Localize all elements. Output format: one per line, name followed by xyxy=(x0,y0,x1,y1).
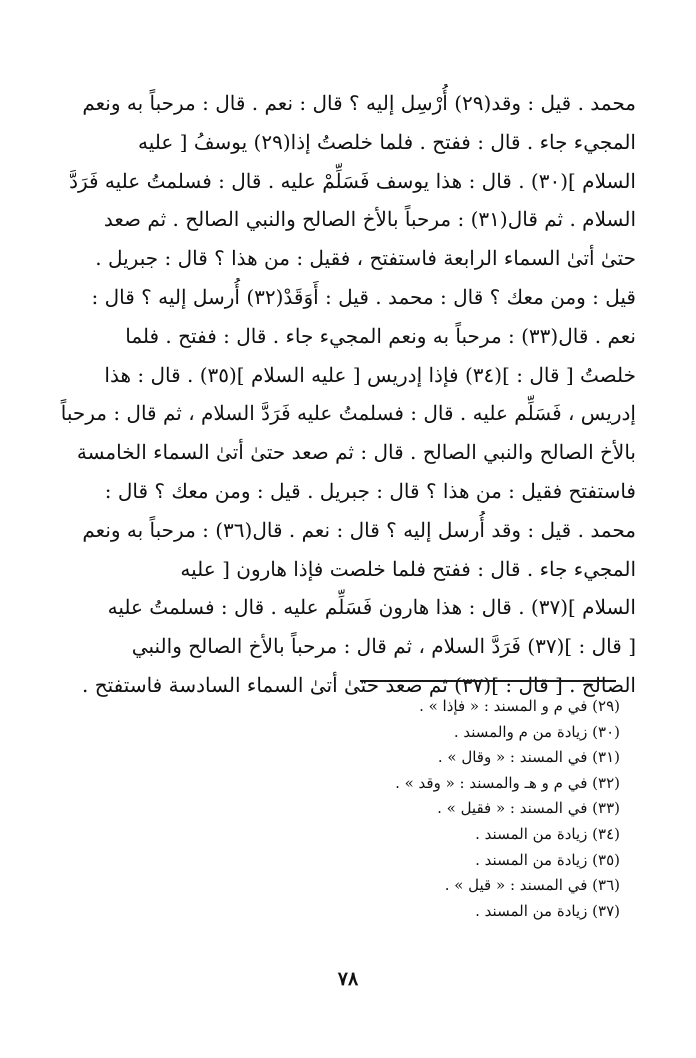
footnote: (٣٥) زيادة من المسند . xyxy=(475,850,620,869)
text-line: محمد . قيل : وقد(٢٩) أُرْسِل إليه ؟ قال : نعم . قال : مرحباً به ونعم xyxy=(82,91,636,115)
footnote: (٣٦) في المسند : « قيل » . xyxy=(444,876,620,895)
footnote: (٣١) في المسند : « وقال » . xyxy=(437,748,620,767)
text-line: إدريس ، فَسَلِّم عليه . قال : فسلمتُ عليه فَرَدَّ السلام ، ثم قال : مرحباً xyxy=(60,401,636,426)
footnote: (٣٣) في المسند : « فقيل » . xyxy=(437,799,620,818)
page-number: ٧٨ xyxy=(337,968,359,990)
footnote: (٢٩) في م و المسند : « فإذا » . xyxy=(419,697,620,715)
text-line: بالأخ الصالح والنبي الصالح . قال : ثم صعد حتىٰ أتىٰ السماء الخامسة xyxy=(76,440,636,465)
footnote: (٣٤) زيادة من المسند . xyxy=(475,824,620,843)
text-line: المجيء جاء . قال : ففتح . فلما خلصتُ إذا(٢٩) يوسفُ [ عليه xyxy=(137,129,636,154)
text-line: المجيء جاء . قال : ففتح فلما خلصت فإذا هارون [ عليه xyxy=(180,556,636,581)
text-line: [ قال : ](٣٧) فَرَدَّ السلام ، ثم قال : مرحباً بالأخ الصالح والنبي xyxy=(131,634,636,659)
main-text xyxy=(60,84,636,705)
footnote-separator xyxy=(360,680,616,682)
text-line: خلصتُ [ قال : ](٣٤) فإذا إدريس [ عليه السلام ](٣٥) . قال : هذا xyxy=(104,362,636,387)
footnotes xyxy=(280,694,620,924)
text-line: الصالح . [ قال : ](٣٧) ثم صعد حتىٰ أتىٰ السماء السادسة فاستفتح . xyxy=(82,672,636,697)
footnote: (٣٠) زيادة من م والمسند . xyxy=(453,722,620,741)
text-line: السلام ](٣٧) . قال : هذا هارون فَسَلِّم عليه . قال : فسلمتُ عليه xyxy=(107,595,636,620)
text-line: فاستفتح فقيل : من هذا ؟ قال : جبريل . قيل : ومن معك ؟ قال : xyxy=(104,478,636,503)
text-line: السلام . ثم قال(٣١) : مرحباً بالأخ الصالح والنبي الصالح . ثم صعد xyxy=(103,207,636,232)
text-line: نعم . قال(٣٣) : مرحباً به ونعم المجيء جاء . قال : ففتح . فلما xyxy=(125,323,636,348)
text-line: محمد . قيل : وقد أُرسل إليه ؟ قال : نعم . قال(٣٦) : مرحباً به ونعم xyxy=(82,517,636,542)
footnote: (٣٧) زيادة من المسند . xyxy=(475,901,620,920)
footnote: (٣٢) في م و هـ والمسند : « وقد » . xyxy=(395,773,620,792)
text-line: السلام ](٣٠) . قال : هذا يوسف فَسَلِّمْ عليه . قال : فسلمتُ عليه فَرَدَّ xyxy=(69,168,636,193)
text-line: قيل : ومن معك ؟ قال : محمد . قيل : أَوَقَدْ(٣٢) أُرسل إليه ؟ قال : xyxy=(91,284,636,309)
text-line: حتىٰ أتىٰ السماء الرابعة فاستفتح ، فقيل : من هذا ؟ قال : جبريل . xyxy=(95,246,636,271)
